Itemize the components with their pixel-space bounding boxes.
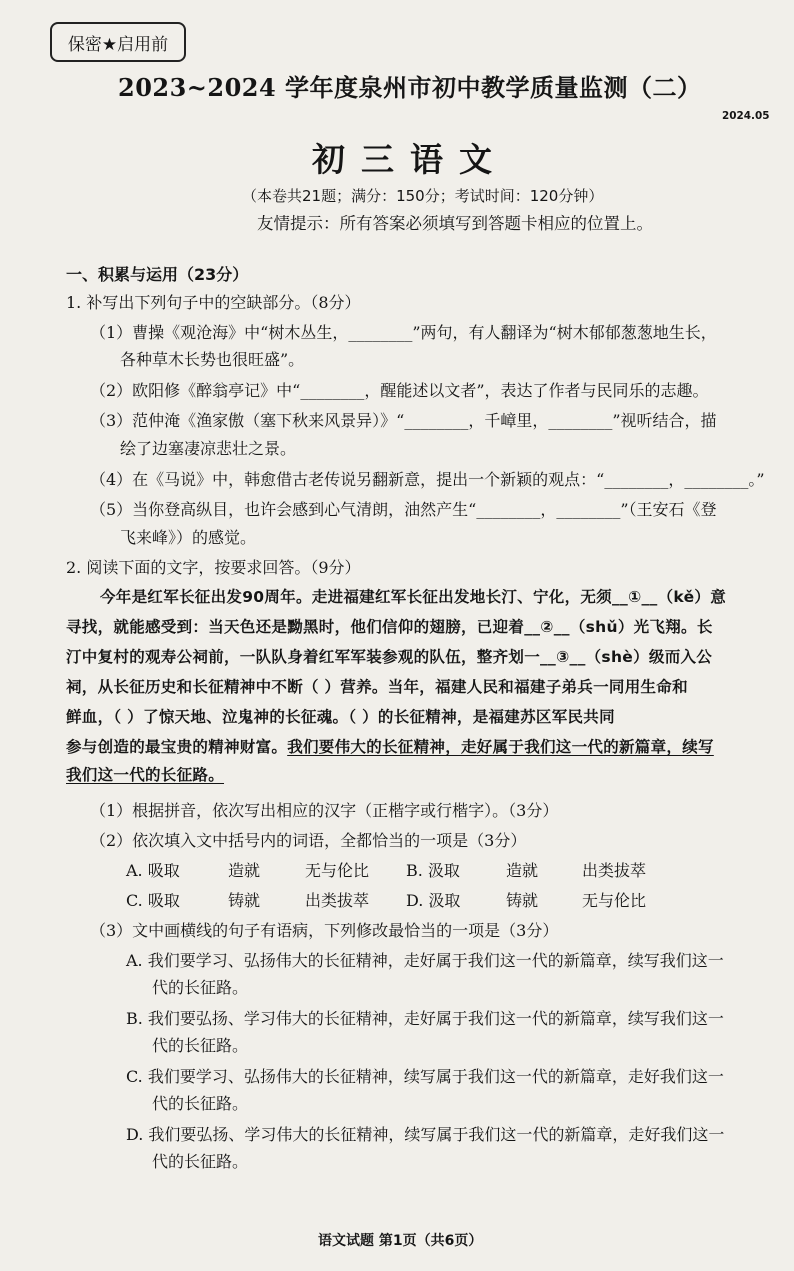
subject-title: 初三语文 [312, 140, 508, 179]
exam-info: （本卷共21题；满分：150分；考试时间：120分钟） [242, 187, 604, 205]
option-c-word-3: 出类拔萃 [305, 891, 370, 910]
question-2-title: 2. 阅读下面的文字，按要求回答。（9分） [66, 558, 361, 577]
option-a-word-2: 造就 [228, 861, 261, 880]
q1-line: （4）在《马说》中，韩愈借古老传说另翻新意，提出一个新颖的观点：“________，________。” [90, 470, 765, 489]
q1-line: 各种草木长势也很旺盛”。 [120, 350, 305, 369]
option-a-word-1: A. 吸取 [126, 861, 180, 880]
q1-line: 绘了边塞凄凉悲壮之景。 [120, 439, 297, 458]
question-1-title: 1. 补写出下列句子中的空缺部分。（8分） [66, 293, 361, 312]
option-a-word-3: 无与伦比 [305, 861, 370, 880]
option-b-word-3: 出类拔萃 [582, 861, 647, 880]
option-c-word-1: C. 吸取 [126, 891, 180, 910]
option-c-word-2: 铸就 [228, 891, 261, 910]
passage-line: 寻找，就能感受到：当天色还是黝黑时，他们信仰的翅膀，已迎着__②__（shǔ）光飞翔。长 [66, 618, 713, 636]
confidential-stamp: 保密★启用前 [50, 22, 186, 62]
sub3-option-d: D. 我们要弘扬、学习伟大的长征精神，续写属于我们这一代的新篇章，走好我们这一 [126, 1125, 725, 1144]
exam-title: 2023~2024 学年度泉州市初中教学质量监测（二） [118, 73, 702, 102]
q1-line: （1）曹操《观沧海》中“树木丛生，________”两句，有人翻译为“树木郁郁葱葱地生长， [90, 323, 717, 342]
q1-line: （2）欧阳修《醉翁亭记》中“________，醒能述以文者”，表达了作者与民同乐的志趣。 [90, 381, 709, 400]
option-d-word-2: 铸就 [506, 891, 539, 910]
passage-line: 汀中复村的观寿公祠前，一队队身着红军军装参观的队伍，整齐划一__③__（shè）级而入公 [66, 648, 713, 666]
option-d-word-3: 无与伦比 [582, 891, 647, 910]
q1-line: （3）范仲淹《渔家傲（塞下秋来风景异）》“________，千嶂里，________”视听结合，描 [90, 411, 717, 430]
underlined-sentence: 我们这一代的长征路。 [66, 766, 225, 784]
sub3-option-a-cont: 代的长征路。 [152, 978, 249, 997]
passage-line: 今年是红军长征出发90周年。走进福建红军长征出发地长汀、宁化，无须__①__（kě）意 [100, 588, 726, 606]
sub3-option-a: A. 我们要学习、弘扬伟大的长征精神，走好属于我们这一代的新篇章，续写我们这一 [126, 951, 724, 970]
q2-sub1: （1）根据拼音，依次写出相应的汉字（正楷字或行楷字）。（3分） [90, 801, 559, 820]
sub3-option-d-cont: 代的长征路。 [152, 1152, 249, 1171]
sub3-option-b-cont: 代的长征路。 [152, 1036, 249, 1055]
passage-line: 祠，从长征历史和长征精神中不断（ ）营养。当年，福建人民和福建子弟兵一同用生命和 [66, 678, 688, 696]
passage-line: 参与创造的最宝贵的精神财富。 [66, 738, 288, 756]
q2-sub2: （2）依次填入文中括号内的词语，全都恰当的一项是（3分） [90, 831, 527, 850]
option-d-word-1: D. 汲取 [406, 891, 461, 910]
option-b-word-2: 造就 [506, 861, 539, 880]
sub3-option-b: B. 我们要弘扬、学习伟大的长征精神，走好属于我们这一代的新篇章，续写我们这一 [126, 1009, 724, 1028]
exam-date: 2024.05 [722, 110, 770, 122]
q1-line: （5）当你登高纵目，也许会感到心气清朗，油然产生“________，________”（王安石《登 [90, 500, 717, 519]
option-b-word-1: B. 汲取 [406, 861, 460, 880]
page-footer: 语文试题 第1页（共6页） [318, 1233, 483, 1249]
section-heading: 一、积累与运用（23分） [66, 265, 249, 284]
q1-line: 飞来峰》）的感觉。 [120, 528, 257, 547]
underlined-sentence: 我们要伟大的长征精神，走好属于我们这一代的新篇章，续写 [287, 738, 714, 756]
sub3-option-c-cont: 代的长征路。 [152, 1094, 249, 1113]
friendly-tip: 友情提示：所有答案必须填写到答题卡相应的位置上。 [257, 214, 653, 233]
passage-line: 鲜血，（ ）了惊天地、泣鬼神的长征魂。（ ）的长征精神，是福建苏区军民共同 [66, 708, 615, 726]
passage-line-with-underline [66, 735, 714, 757]
sub3-option-c: C. 我们要学习、弘扬伟大的长征精神，续写属于我们这一代的新篇章，走好我们这一 [126, 1067, 724, 1086]
q2-sub3: （3）文中画横线的句子有语病，下列修改最恰当的一项是（3分） [90, 921, 559, 940]
